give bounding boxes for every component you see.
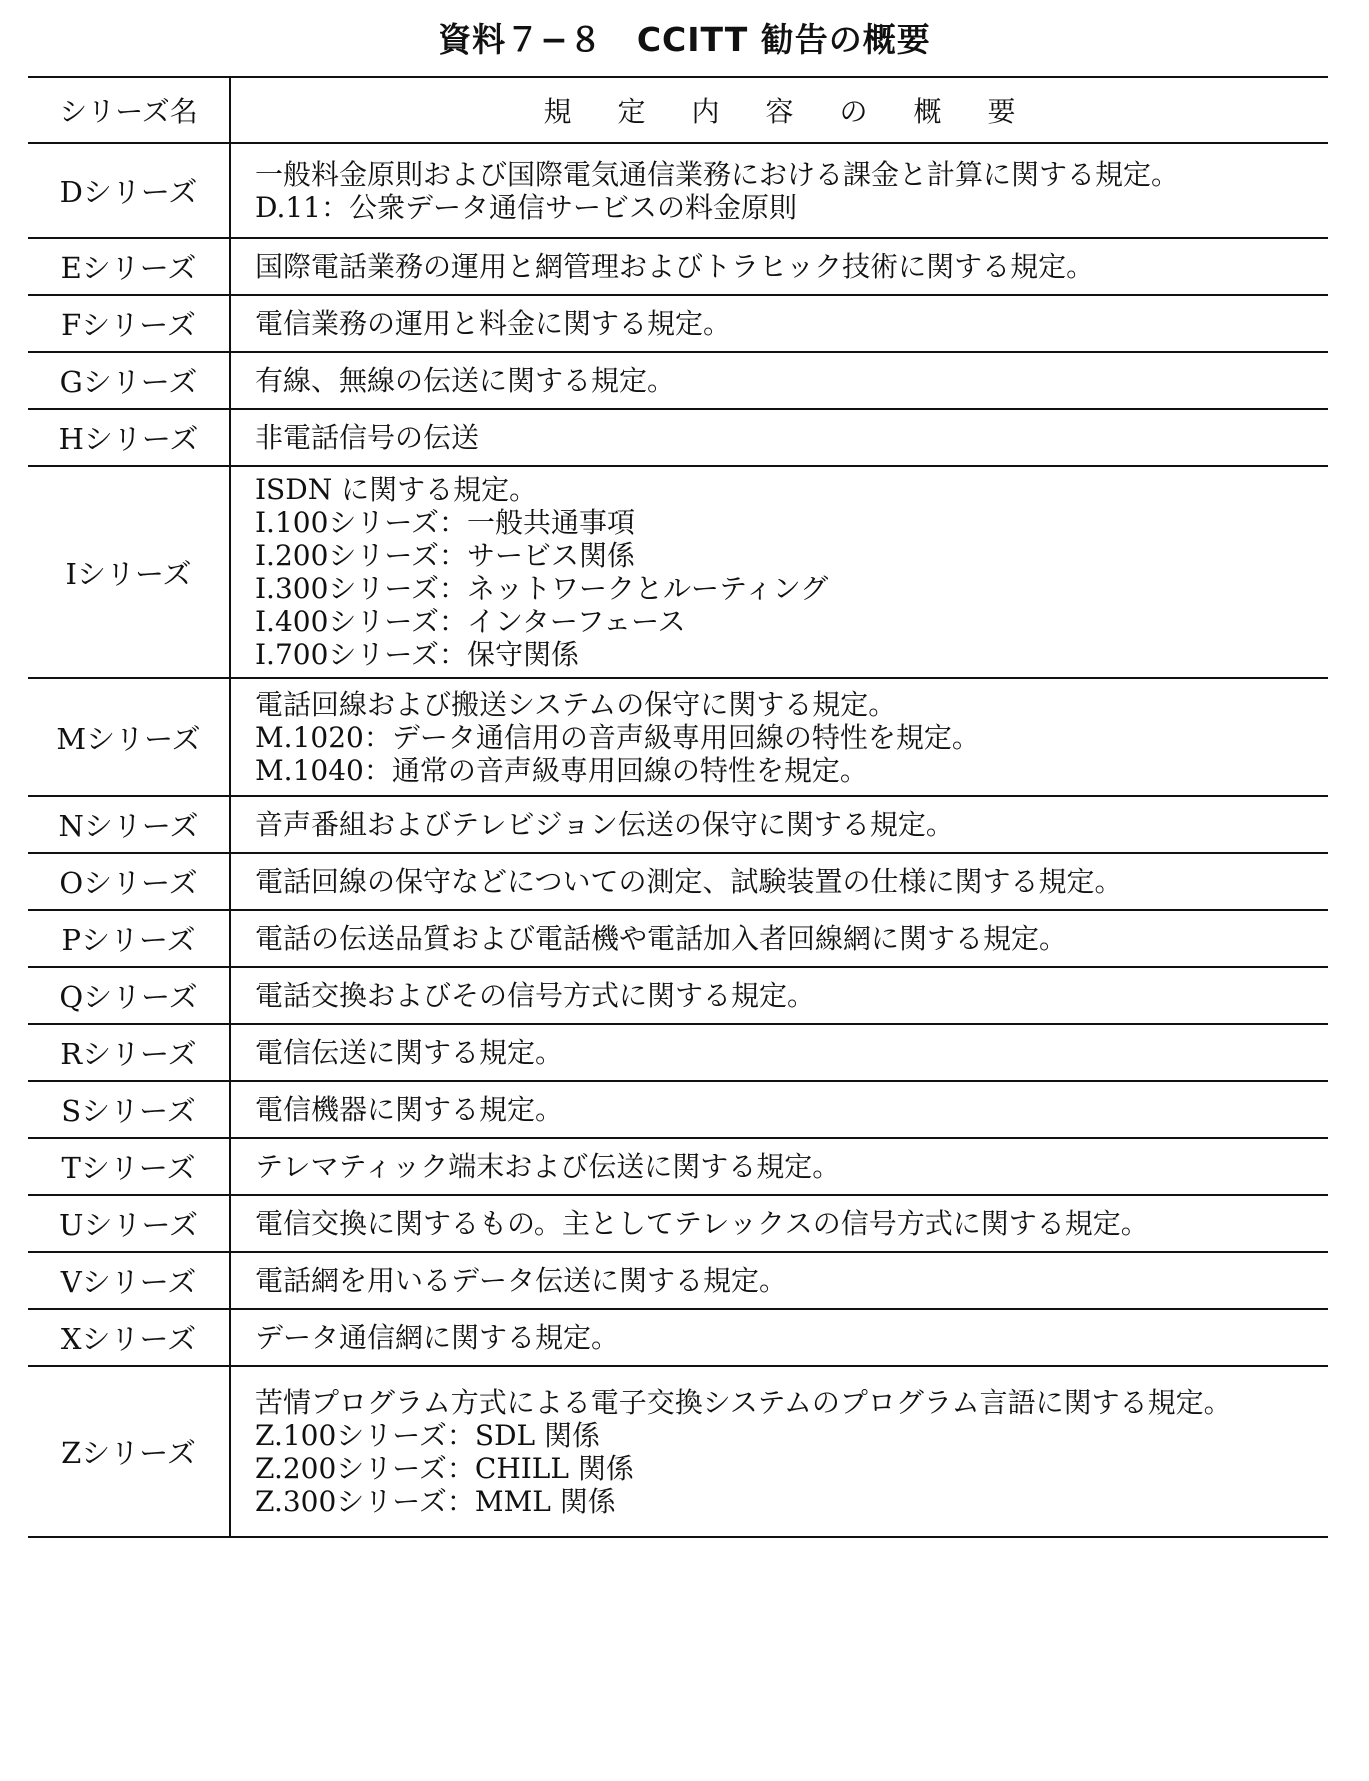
description-line: データ通信網に関する規定。 — [255, 1321, 620, 1354]
series-name-cell: Uシリーズ — [28, 1195, 230, 1252]
series-name-cell: Oシリーズ — [28, 853, 230, 910]
description-line: I.300シリーズ：ネットワークとルーティング — [255, 572, 829, 605]
table-row — [28, 967, 1328, 1024]
description-line: M.1040：通常の音声級専用回線の特性を規定。 — [255, 753, 868, 787]
description-line: 非電話信号の伝送 — [255, 421, 480, 454]
series-name-cell: Sシリーズ — [28, 1081, 230, 1138]
description-line: I.400シリーズ：インターフェース — [255, 605, 686, 638]
series-description-cell — [230, 352, 1328, 409]
table-body — [28, 143, 1328, 1537]
description-line: 電信機器に関する規定。 — [255, 1093, 564, 1126]
table-row — [28, 1252, 1328, 1309]
description-line: D.11：公衆データ通信サービスの料金原則 — [255, 190, 797, 224]
series-name-cell: Zシリーズ — [28, 1366, 230, 1537]
description-line: Z.300シリーズ：MML 関係 — [255, 1484, 616, 1518]
description-line: 電話網を用いるデータ伝送に関する規定。 — [255, 1264, 788, 1297]
table-row — [28, 409, 1328, 466]
description-line: 電話回線および搬送システムの保守に関する規定。 — [255, 687, 897, 721]
series-description-cell — [230, 853, 1328, 910]
description-line: テレマティック端末および伝送に関する規定。 — [255, 1150, 841, 1183]
table-row — [28, 466, 1328, 678]
description-line: 電信業務の運用と料金に関する規定。 — [255, 307, 732, 340]
description-line: I.700シリーズ：保守関係 — [255, 638, 580, 671]
series-name-cell: Dシリーズ — [28, 143, 230, 238]
series-name-cell: Fシリーズ — [28, 295, 230, 352]
header-series-name: シリーズ名 — [28, 77, 230, 143]
series-description-cell — [230, 910, 1328, 967]
series-name-cell: Mシリーズ — [28, 678, 230, 796]
description-line: 電信交換に関するもの。主としてテレックスの信号方式に関する規定。 — [255, 1207, 1149, 1240]
table-row — [28, 1024, 1328, 1081]
description-line: 有線、無線の伝送に関する規定。 — [255, 364, 676, 397]
description-line: Z.200シリーズ：CHILL 関係 — [255, 1451, 634, 1485]
description-line: 苦情プログラム方式による電子交換システムのプログラム言語に関する規定。 — [255, 1385, 1232, 1419]
table-row — [28, 238, 1328, 295]
table-header-row — [28, 77, 1328, 143]
table-row — [28, 1366, 1328, 1537]
series-description-cell — [230, 678, 1328, 796]
series-name-cell: Hシリーズ — [28, 409, 230, 466]
table-row — [28, 796, 1328, 853]
series-description-cell — [230, 1309, 1328, 1366]
series-name-cell: Gシリーズ — [28, 352, 230, 409]
series-description-cell — [230, 967, 1328, 1024]
series-name-cell: Pシリーズ — [28, 910, 230, 967]
description-line: Z.100シリーズ：SDL 関係 — [255, 1418, 601, 1452]
series-name-cell: Vシリーズ — [28, 1252, 230, 1309]
description-line: I.200シリーズ：サービス関係 — [255, 539, 636, 572]
description-line: 電話回線の保守などについての測定、試験装置の仕様に関する規定。 — [255, 865, 1123, 898]
table-row — [28, 910, 1328, 967]
series-name-cell: Xシリーズ — [28, 1309, 230, 1366]
table-row — [28, 1081, 1328, 1138]
description-line: ISDN に関する規定。 — [255, 473, 538, 506]
series-description-cell — [230, 238, 1328, 295]
series-description-cell — [230, 295, 1328, 352]
table-row — [28, 678, 1328, 796]
description-line: 電信伝送に関する規定。 — [255, 1036, 564, 1069]
series-description-cell — [230, 466, 1328, 678]
description-line: 国際電話業務の運用と網管理およびトラヒック技術に関する規定。 — [255, 250, 1095, 283]
series-description-cell — [230, 796, 1328, 853]
series-description-cell — [230, 1024, 1328, 1081]
header-description: 規定内容の概要 — [230, 77, 1328, 143]
description-line: 電話の伝送品質および電話機や電話加入者回線網に関する規定。 — [255, 922, 1068, 955]
series-name-cell: Eシリーズ — [28, 238, 230, 295]
series-description-cell — [230, 1195, 1328, 1252]
table-row — [28, 1309, 1328, 1366]
series-description-cell — [230, 409, 1328, 466]
description-line: 一般料金原則および国際電気通信業務における課金と計算に関する規定。 — [255, 157, 1180, 191]
ccitt-series-table — [28, 76, 1328, 1538]
series-description-cell — [230, 1366, 1328, 1537]
series-description-cell — [230, 1081, 1328, 1138]
series-description-cell — [230, 1252, 1328, 1309]
table-row — [28, 853, 1328, 910]
description-line: 音声番組およびテレビジョン伝送の保守に関する規定。 — [255, 808, 954, 841]
series-name-cell: Qシリーズ — [28, 967, 230, 1024]
description-line: M.1020：データ通信用の音声級専用回線の特性を規定。 — [255, 720, 980, 754]
table-row — [28, 143, 1328, 238]
series-description-cell — [230, 143, 1328, 238]
series-name-cell: Rシリーズ — [28, 1024, 230, 1081]
series-name-cell: Tシリーズ — [28, 1138, 230, 1195]
table-row — [28, 352, 1328, 409]
table-row — [28, 1138, 1328, 1195]
table-row — [28, 1195, 1328, 1252]
series-description-cell — [230, 1138, 1328, 1195]
description-line: I.100シリーズ：一般共通事項 — [255, 506, 636, 539]
document-title: 資料７−８ CCITT 勧告の概要 — [438, 20, 931, 59]
series-name-cell: Iシリーズ — [28, 466, 230, 678]
series-name-cell: Nシリーズ — [28, 796, 230, 853]
table-row — [28, 295, 1328, 352]
description-line: 電話交換およびその信号方式に関する規定。 — [255, 979, 816, 1012]
